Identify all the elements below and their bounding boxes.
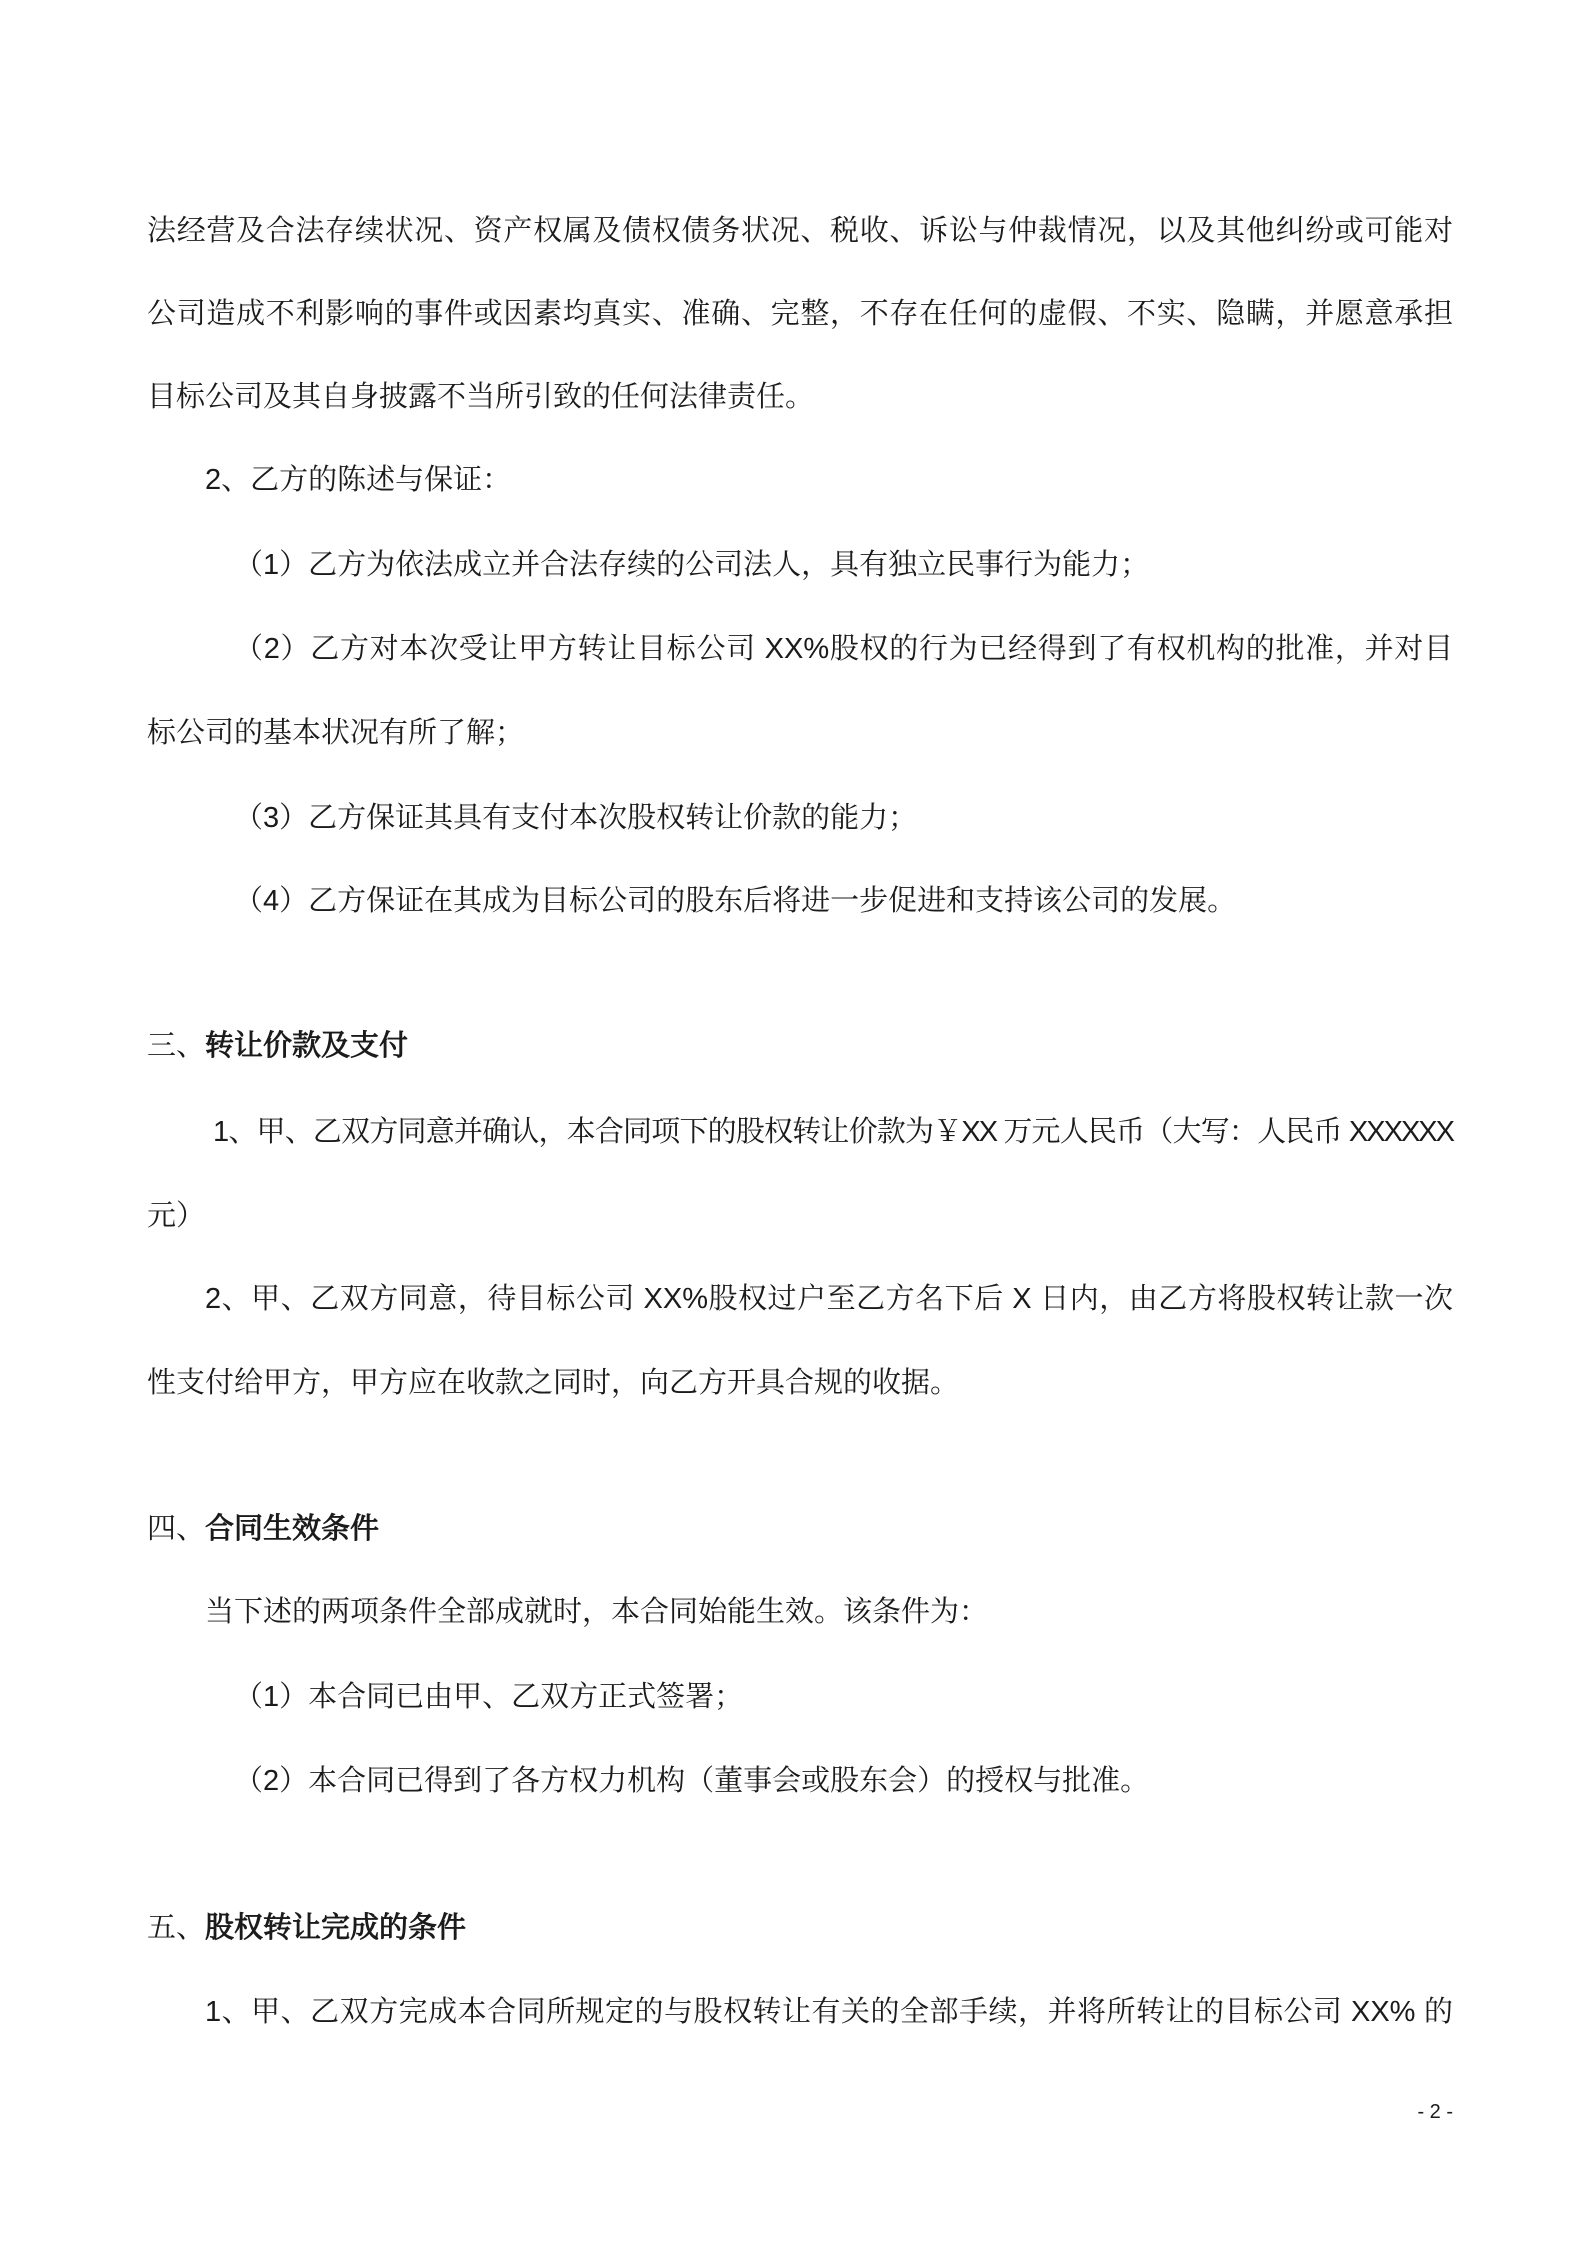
section-title: 转让价款及支付: [205, 1030, 409, 1062]
paragraph-line: 公司造成不利影响的事件或因素均真实、准确、完整，不存在任何的虚假、不实、隐瞒，并愿意承担: [147, 298, 1453, 330]
section-4-heading: [147, 1507, 379, 1551]
clause-line: 性支付给甲方，甲方应在收款之同时，向乙方开具合规的收据。: [147, 1367, 960, 1399]
list-item: （1）本合同已由甲、乙双方正式签署；: [234, 1681, 744, 1713]
list-item: （1）乙方为依法成立并合法存续的公司法人，具有独立民事行为能力；: [234, 549, 1150, 581]
section-number: 三、: [147, 1030, 206, 1062]
clause-line: 元）: [147, 1200, 206, 1232]
section-title: 股权转让完成的条件: [205, 1912, 467, 1944]
list-item: （3）乙方保证其具有支付本次股权转让价款的能力；: [234, 802, 918, 834]
paragraph-line: 法经营及合法存续状况、资产权属及债权债务状况、税收、诉讼与仲裁情况，以及其他纠纷或可能对: [147, 215, 1453, 247]
section-number: 五、: [147, 1912, 206, 1944]
section-5-heading: [147, 1906, 466, 1950]
paragraph-line: 目标公司及其自身披露不当所引致的任何法律责任。: [147, 381, 815, 413]
page-number: - 2 -: [1417, 2101, 1453, 2123]
clause-line: 1、甲、乙双方完成本合同所规定的与股权转让有关的全部手续，并将所转让的目标公司 XX% 的: [205, 1996, 1453, 2028]
list-item: （2）本合同已得到了各方权力机构（董事会或股东会）的授权与批准。: [234, 1765, 1150, 1797]
list-item: （2）乙方对本次受让甲方转让目标公司 XX%股权的行为已经得到了有权机构的批准，并对目: [234, 633, 1453, 665]
section-number: 四、: [147, 1513, 206, 1545]
section-3-heading: [147, 1024, 408, 1068]
list-item-continuation: 标公司的基本状况有所了解；: [147, 717, 525, 749]
section-title: 合同生效条件: [205, 1513, 380, 1545]
clause-line: 2、甲、乙双方同意，待目标公司 XX%股权过户至乙方名下后 X 日内，由乙方将股权转让款一次: [205, 1283, 1453, 1315]
clause-line: 1、甲、乙双方同意并确认，本合同项下的股权转让价款为￥XX 万元人民币（大写：人民币 XXXXXX: [213, 1116, 1453, 1148]
section-intro: 当下述的两项条件全部成就时，本合同始能生效。该条件为：: [205, 1596, 989, 1628]
list-item: （4）乙方保证在其成为目标公司的股东后将进一步促进和支持该公司的发展。: [234, 885, 1237, 917]
clause-heading: 2、乙方的陈述与保证：: [205, 464, 512, 496]
